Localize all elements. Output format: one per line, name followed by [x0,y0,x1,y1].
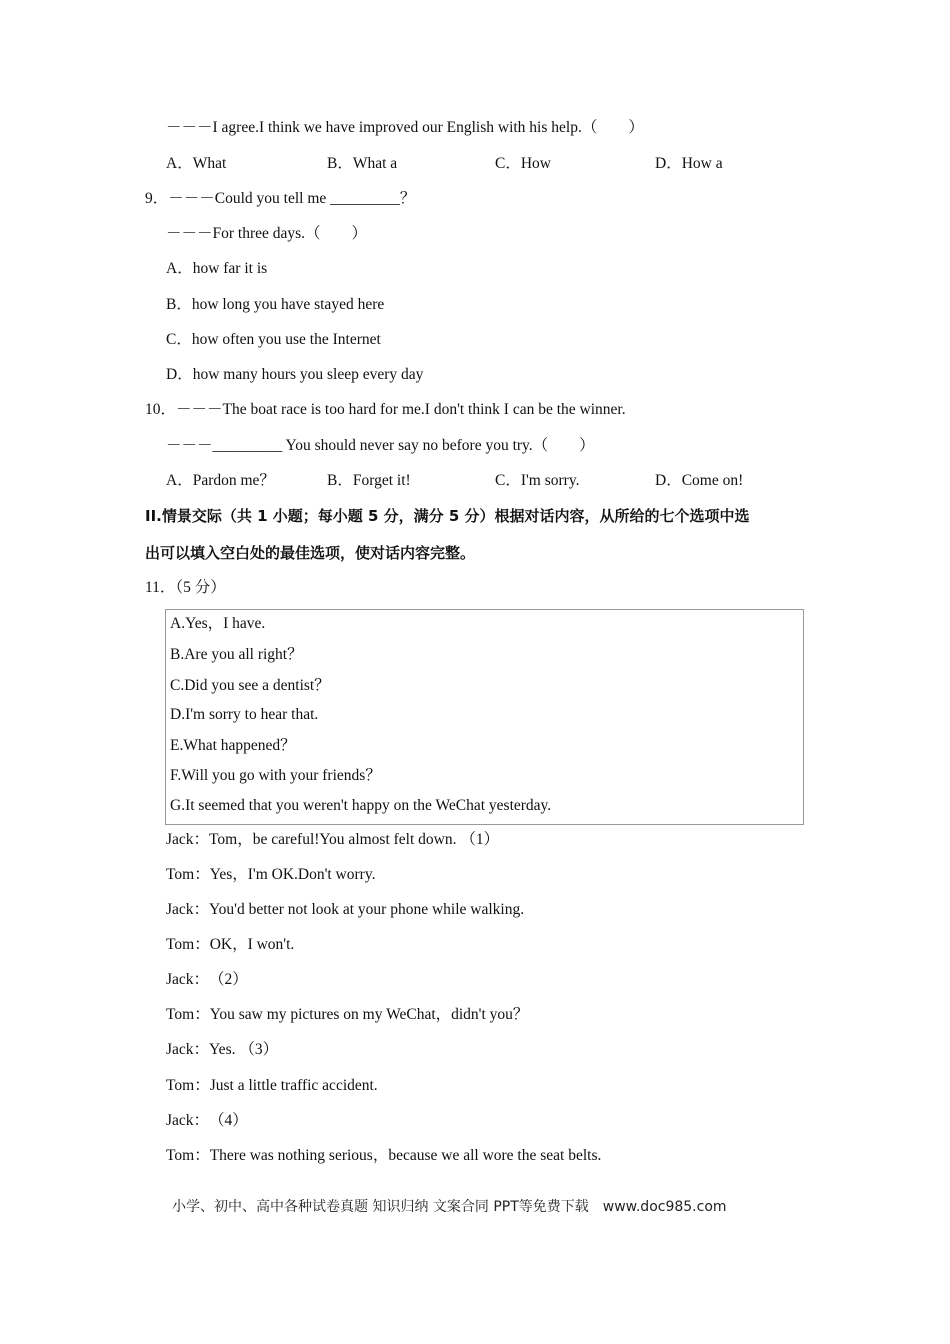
dialogue-line: Tom：OK，I won't. [166,936,295,953]
section2-heading-line1: II.情景交际（共 1 小题；每小题 5 分，满分 5 分）根据对话内容，从所给的七个选项中选 [145,507,750,525]
q9-option-d: D．how many hours you sleep every day [166,366,424,383]
q11-choices-box [165,609,804,825]
dialogue-line: Jack： （2） [166,971,248,988]
dialogue-line: Tom：Yes，I'm OK.Don't worry. [166,866,376,883]
dialogue-line: Tom：You saw my pictures on my WeChat，didn't you？ [166,1006,529,1023]
q11-choice-e: E.What happened？ [170,737,296,754]
q8-reply-line: －－－I agree.I think we have improved our English with his help.（ ） [166,119,644,136]
q10-stem: 10．－－－The boat race is too hard for me.I don't think I can be the winner. [145,401,626,418]
dialogue-line: Tom：There was nothing serious，because we all wore the seat belts. [166,1147,602,1164]
q10-option-a: A．Pardon me？ [166,472,275,489]
q11-choice-d: D.I'm sorry to hear that. [170,706,319,723]
dialogue-line: Jack：You'd better not look at your phone while walking. [166,901,525,918]
q10-option-b: B．Forget it! [327,472,411,489]
q10-option-d: D．Come on! [655,472,744,489]
dialogue-line: Jack：Tom，be careful!You almost felt down. （1） [166,831,500,848]
q11-choice-f: F.Will you go with your friends？ [170,767,381,784]
q9-option-b: B．how long you have stayed here [166,296,385,313]
q11-choice-c: C.Did you see a dentist？ [170,677,330,694]
q11-choice-g: G.It seemed that you weren't happy on the WeChat yesterday. [170,797,552,814]
q11-number: 11．（5 分） [145,579,226,596]
page-footer: 小学、初中、高中各种试卷真题 知识归纳 文案合同 PPT等免费下载 www.doc985.com [172,1199,727,1215]
q8-option-c: C．How [495,155,551,172]
q9-option-a: A．how far it is [166,260,268,277]
q9-stem: 9．－－－Could you tell me _________？ [145,190,416,207]
section2-heading-line2: 出可以填入空白处的最佳选项，使对话内容完整。 [145,544,476,562]
dialogue-line: Jack： （4） [166,1112,248,1129]
q8-option-d: D．How a [655,155,723,172]
dialogue-line: Jack：Yes. （3） [166,1041,279,1058]
q10-option-c: C．I'm sorry. [495,472,580,489]
q9-option-c: C．how often you use the Internet [166,331,381,348]
q9-reply: －－－For three days.（ ） [166,225,368,242]
q8-option-b: B．What a [327,155,398,172]
q10-reply: －－－_________ You should never say no before you try.（ ） [166,437,595,454]
q8-option-a: A．What [166,155,227,172]
q11-choice-a: A.Yes，I have. [170,615,266,632]
dialogue-line: Tom：Just a little traffic accident. [166,1077,378,1094]
q11-choice-b: B.Are you all right？ [170,646,303,663]
